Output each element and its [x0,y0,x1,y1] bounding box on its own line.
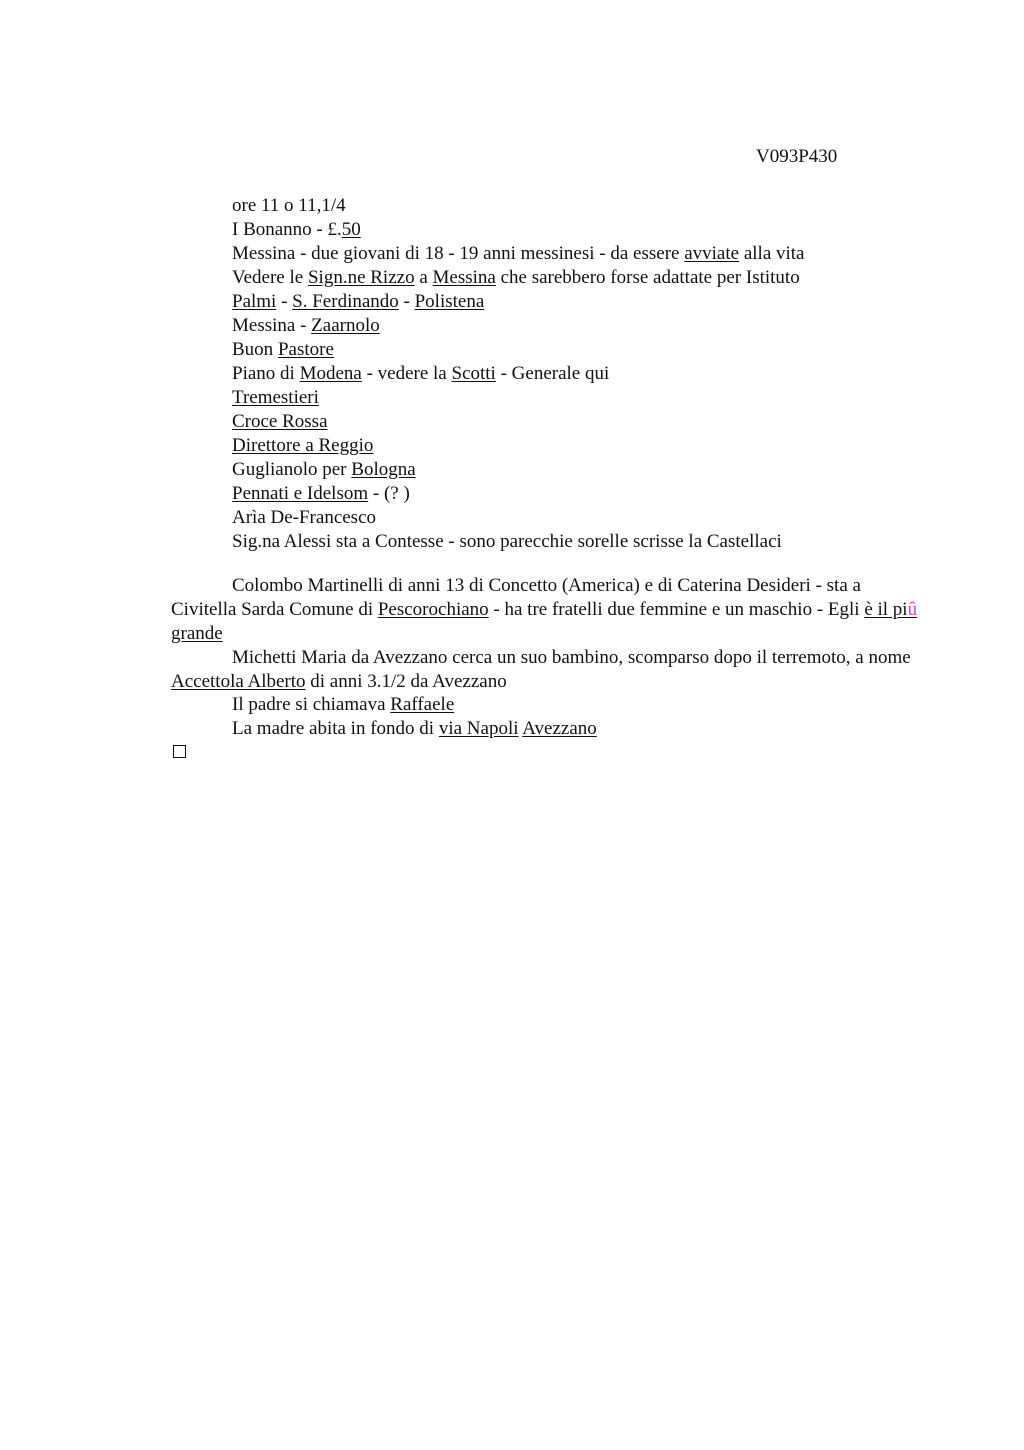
note-text: Arìa De-Francesco [232,507,377,528]
paragraph-michetti [171,646,923,694]
note-text: Messina - due giovani di 18 - 19 anni messinesi - da essere [232,243,685,264]
madre-prefix: La madre abita in fondo di [232,718,439,739]
note-text: - [398,291,415,312]
note-line [232,266,805,290]
note-text: - vedere la [361,363,452,384]
note-underlined-text: Tremestieri [232,387,319,408]
note-underlined-text: Pennati e Idelsom [232,483,369,504]
empty-checkbox-glyph [173,745,186,758]
madre-street: via Napoli [438,718,519,739]
note-line [232,410,805,434]
note-underlined-text: Direttore a Reggio [232,435,374,456]
note-line [232,242,805,266]
colombo-text-2: - ha tre fratelli due femmine e un maschio - Egli [488,599,865,620]
note-underlined-text: Polistena [414,291,485,312]
note-line [232,314,805,338]
line-padre [232,693,454,717]
note-line [232,362,805,386]
note-underlined-text: Scotti [451,363,496,384]
note-text: Buon [232,339,278,360]
note-text: I Bonanno - £. [232,219,342,240]
note-text: alla vita [739,243,805,264]
madre-city: Avezzano [522,718,597,739]
colombo-text-1: Colombo Martinelli di anni 13 di Concetto (America) e di Caterina Desideri - sta a Civitella Sarda Comune di [171,575,861,620]
note-line [232,506,805,530]
note-text: Piano di [232,363,300,384]
paragraph-colombo [171,574,923,646]
note-line [232,194,805,218]
note-underlined-text: Pastore [277,339,334,360]
note-underlined-text: 50 [341,219,361,240]
note-underlined-text: S. Ferdinando [292,291,399,312]
colombo-tail-accent: û [907,599,918,620]
note-text: Sig.na Alessi sta a Contesse - sono parecchie sorelle scrisse la Castellaci [232,531,782,552]
note-line [232,434,805,458]
note-underlined-text: Messina [432,267,496,288]
michetti-name: Accettola Alberto [171,671,306,692]
michetti-text-2: di anni 3.1/2 da Avezzano [305,671,507,692]
note-text: Messina - [232,315,312,336]
note-underlined-text: Croce Rossa [232,411,328,432]
note-underlined-text: Sign.ne Rizzo [307,267,415,288]
note-text: - [276,291,293,312]
note-line [232,218,805,242]
note-underlined-text: Bologna [351,459,416,480]
note-text: Vedere le [232,267,308,288]
line-madre [232,717,597,741]
note-text: che sarebbero forse adattate per Istituto [495,267,800,288]
colombo-tail-a: è il pi [864,599,908,620]
note-line [232,338,805,362]
note-text: Guglianolo per [232,459,352,480]
note-line [232,530,805,554]
note-text: ore 11 o 11,1/4 [232,195,346,216]
note-text: - (? ) [368,483,410,504]
notes-list [232,194,805,554]
colombo-tail-b: grande [171,623,223,644]
note-text: a [414,267,433,288]
note-line [232,482,805,506]
note-underlined-text: Modena [299,363,362,384]
note-text: - Generale qui [495,363,610,384]
note-underlined-text: avviate [684,243,740,264]
colombo-place: Pescorochiano [377,599,489,620]
note-line [232,290,805,314]
note-underlined-text: Zaarnolo [311,315,380,336]
padre-name: Raffaele [390,694,455,715]
document-id: V093P430 [756,146,838,167]
michetti-text-1: Michetti Maria da Avezzano cerca un suo bambino, scomparso dopo il terremoto, a nome [232,647,911,668]
note-line [232,458,805,482]
note-line [232,386,805,410]
padre-prefix: Il padre si chiamava [232,694,391,715]
note-underlined-text: Palmi [232,291,277,312]
